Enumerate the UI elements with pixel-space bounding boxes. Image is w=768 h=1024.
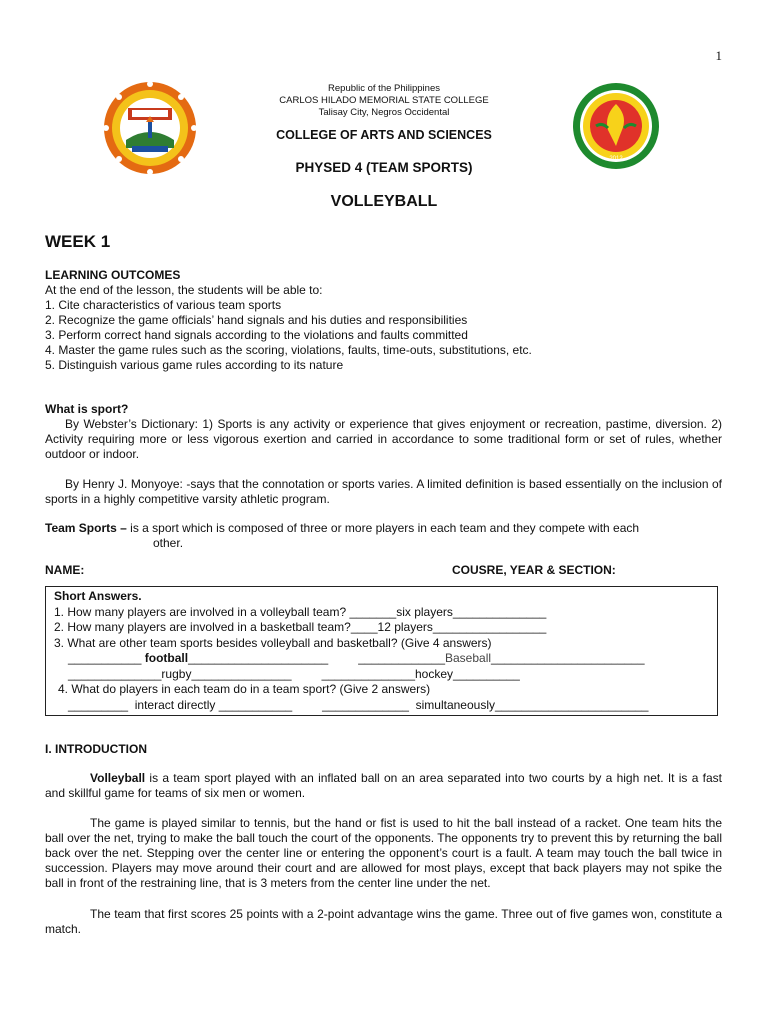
- volleyball-term: Volleyball: [90, 771, 146, 785]
- introduction-heading: I. INTRODUCTION: [45, 742, 147, 756]
- header-republic: Republic of the Philippines: [328, 83, 440, 94]
- intro-paragraph-3: [45, 907, 722, 937]
- team-sports-text: is a sport which is composed of three or more players in each team and they compete with each: [126, 521, 640, 535]
- page-number: 1: [715, 48, 722, 63]
- outcome-item: 2. Recognize the game officials’ hand signals and his duties and responsibilities: [45, 313, 468, 327]
- header-college-name: CARLOS HILADO MEMORIAL STATE COLLEGE: [279, 95, 489, 106]
- monyoye-text: By Henry J. Monyoye: -says that the connotation or sports varies. A limited definition is based essentially on the inclusion of sports in a highly competitive varsity athletic program.: [45, 477, 722, 506]
- course-year-section-label: COUSRE, YEAR & SECTION:: [452, 563, 616, 577]
- question-3: 3. What are other team sports besides volleyball and basketball? (Give 4 answers): [54, 635, 492, 650]
- intro-p2-text: The game is played similar to tennis, but the hand or fist is used to hit the ball instead of a racket. One team hits the ball over the net, trying to make the ball touch the court of the opponents. The opponents try to prevent this by returning the ball back over the net. Stepping over the center line or entering the opponent’s court is a fault. A team may touch the ball twice in succession. Players may move around their court and are allowed for most plays, except that back players may not spike the ball in front of the restraining line, that is 3 meters from the center line under the net.: [45, 816, 722, 890]
- short-answers-title: Short Answers.: [54, 589, 142, 603]
- intro-p1-text: is a team sport played with an inflated ball on an area separated into two courts by a high net. It is a fast and skillful game for teams of six men or women.: [45, 771, 722, 800]
- outcomes-intro: At the end of the lesson, the students will be able to:: [45, 283, 323, 297]
- answer-football: football: [144, 651, 189, 665]
- learning-outcomes: [45, 268, 722, 373]
- answer-4: _________ interact directly ___________ _____________ simultaneously_______________________: [68, 697, 649, 712]
- answer-3-row-2: ______________rugby_______________ ______________hockey__________: [68, 666, 520, 681]
- student-info-row: [45, 563, 722, 578]
- team-sports-label: Team Sports –: [45, 521, 127, 535]
- header-topic: VOLLEYBALL: [330, 193, 438, 210]
- intro-paragraph-1: [45, 771, 722, 801]
- header-course: PHYSED 4 (TEAM SPORTS): [295, 160, 473, 175]
- intro-p3-text: The team that first scores 25 points with a 2-point advantage wins the game. Three out of five games won, constitute a match.: [45, 907, 722, 936]
- monyoye-definition: [45, 477, 722, 507]
- question-2: 2. How many players are involved in a basketball team?____12 players_________________: [54, 620, 547, 634]
- short-answers-box: [45, 586, 718, 716]
- question-1: 1. How many players are involved in a volleyball team? _______six players______________: [54, 604, 547, 619]
- outcome-item: 3. Perform correct hand signals according to the violations and faults committed: [45, 328, 468, 342]
- what-is-sport: [45, 402, 722, 462]
- week-heading: WEEK 1: [45, 232, 111, 251]
- outcomes-title: LEARNING OUTCOMES: [45, 268, 181, 282]
- sport-title: What is sport?: [45, 402, 129, 416]
- header-block: [0, 83, 768, 119]
- name-label: NAME:: [45, 563, 85, 577]
- answer-blank: _____________________ _____________: [188, 651, 445, 665]
- svg-text:2012: 2012: [609, 156, 623, 162]
- answer-blank: ___________: [68, 651, 145, 665]
- outcome-item: 1. Cite characteristics of various team sports: [45, 298, 282, 312]
- outcome-item: 4. Master the game rules such as the scoring, violations, faults, time-outs, substitutions, etc.: [45, 343, 532, 357]
- answer-blank: _______________________: [491, 651, 645, 665]
- team-sports-definition: [45, 521, 722, 551]
- webster-definition: By Webster’s Dictionary: 1) Sports is any activity or experience that gives enjoyment or recreation, pastime, diversion. 2) Activity requiring more or less vigorous exertion and carried in accordance to some traditional form or set of rules, whether outdoor or indoor.: [45, 417, 722, 461]
- header-college: COLLEGE OF ARTS AND SCIENCES: [276, 128, 492, 142]
- question-4: 4. What do players in each team do in a team sport? (Give 2 answers): [58, 682, 431, 696]
- team-sports-text-cont: other.: [153, 536, 184, 550]
- answer-baseball: Baseball: [445, 651, 492, 665]
- header-location: Talisay City, Negros Occidental: [318, 107, 450, 118]
- answer-3-row-1: [54, 651, 717, 667]
- outcome-item: 5. Distinguish various game rules according to its nature: [45, 358, 344, 372]
- intro-paragraph-2: [45, 816, 722, 891]
